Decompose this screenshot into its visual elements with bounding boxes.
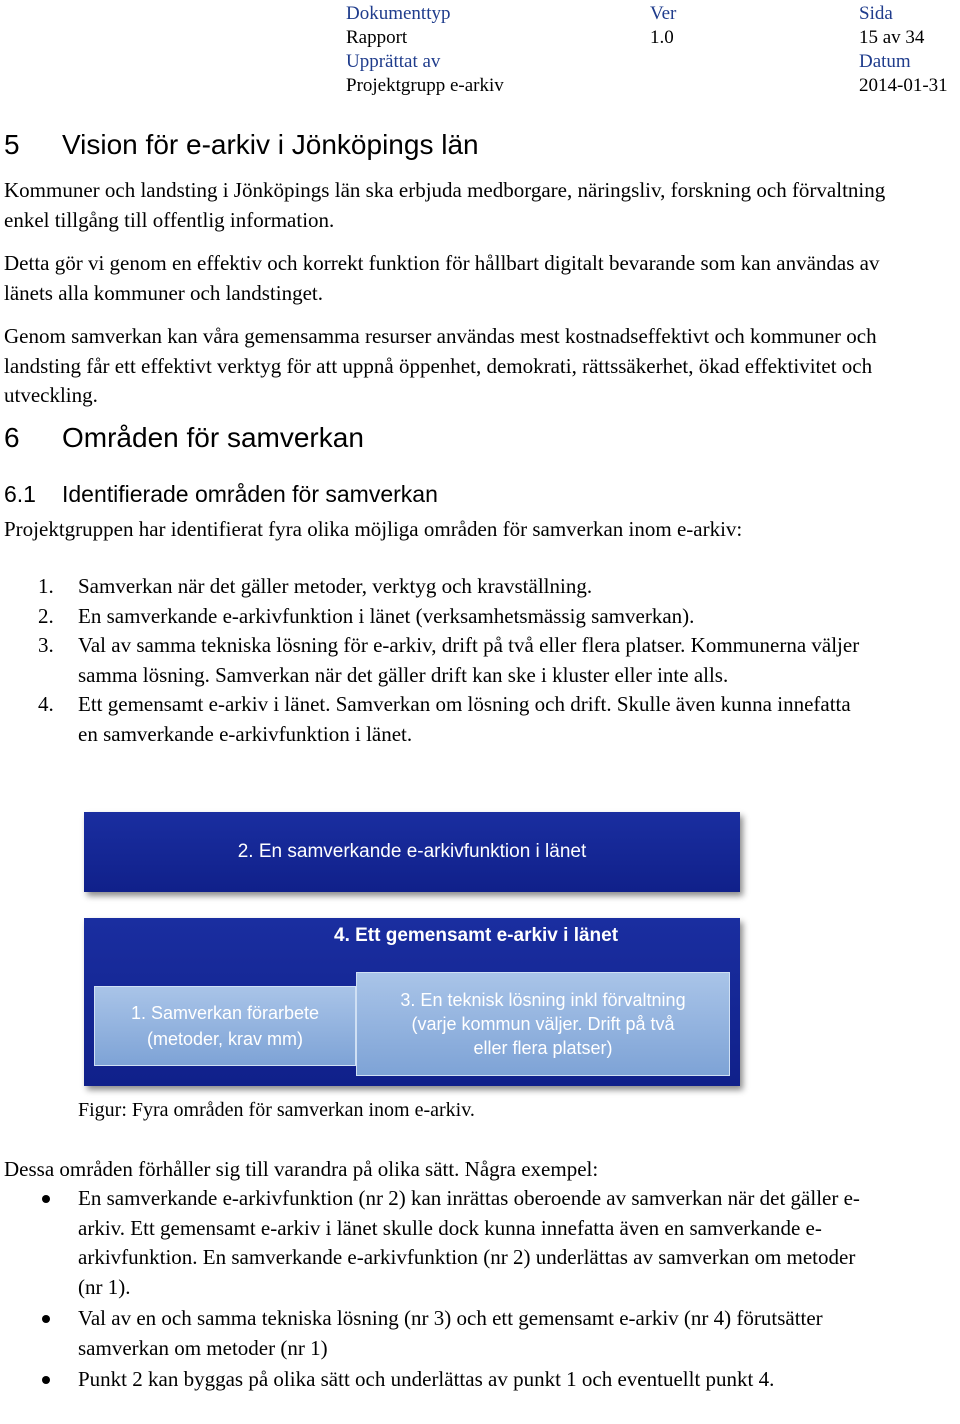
bullet-text: Val av en och samma tekniska lösning (nr 3) och ett gemensamt e-arkiv (nr 4) förutsätter samverkan om metoder (nr 1) — [78, 1306, 823, 1360]
figure-box-4-label: 4. Ett gemensamt e-arkiv i länet — [334, 925, 619, 946]
paragraph: Kommuner och landsting i Jönköpings län ska erbjuda medborgare, näringsliv, forskning och förvaltning enkel tillgång till offentlig information. — [4, 178, 886, 232]
list-item — [4, 690, 909, 749]
subsection-number: 6.1 — [4, 481, 36, 507]
version-label: Ver — [650, 3, 677, 24]
bullet-item — [4, 1365, 909, 1395]
subsection-title: Identifierade områden för samverkan — [62, 481, 438, 507]
date-label: Datum — [859, 51, 911, 72]
page-label: Sida — [859, 3, 893, 24]
bullet-icon — [42, 1195, 50, 1203]
bullet-icon — [42, 1315, 50, 1323]
section-6-heading — [4, 421, 364, 455]
list-text: Samverkan när det gäller metoder, verktyg och kravställning. — [78, 574, 593, 598]
list-text: En samverkande e-arkivfunktion i länet (verksamhetsmässig samverkan). — [78, 603, 695, 628]
doctype-label: Dokumenttyp — [346, 3, 451, 24]
author-label: Upprättat av — [346, 51, 441, 72]
page-value: 15 av 34 — [859, 27, 925, 48]
section-number: 6 — [4, 422, 20, 453]
section-title: Vision för e-arkiv i Jönköpings län — [62, 129, 479, 160]
section-title: Områden för samverkan — [62, 422, 364, 453]
figure-box-2-label: 2. En samverkande e-arkivfunktion i länet — [237, 841, 587, 862]
bullet-text: En samverkande e-arkivfunktion (nr 2) kan inrättas oberoende av samverkan när det gäller e-arkiv. Ett gemensamt e-arkiv i länet skulle dock kunna innefatta även en samverkande e-arkivfunktion. En samverkande e-arkivfunktion (nr 2) underlättas av samverkan om metoder (nr 1). — [78, 1186, 860, 1299]
figure-caption: Figur: Fyra områden för samverkan inom e-arkiv. — [78, 1099, 475, 1121]
bullet-list — [4, 1184, 909, 1397]
figure-box-3 — [356, 972, 730, 1076]
list-item — [4, 572, 909, 602]
list-text: Ett gemensamt e-arkiv i länet. Samverkan om lösning och drift. Skulle även kunna innefatta en samverkande e-arkivfunktion i länet. — [78, 692, 851, 746]
bullet-item — [4, 1304, 909, 1363]
figure-box-1-line: 1. Samverkan förarbete — [130, 1003, 320, 1023]
figure-box-3-line: eller flera platser) — [473, 1038, 613, 1058]
list-number: 2. — [38, 603, 54, 628]
paragraph: Dessa områden förhåller sig till varandra på olika sätt. Några exempel: — [4, 1157, 599, 1181]
subsection-6-1-heading — [4, 480, 438, 508]
bullet-icon — [42, 1376, 50, 1384]
figure-box-2 — [84, 812, 740, 892]
paragraph: Genom samverkan kan våra gemensamma resurser användas mest kostnadseffektivt och kommuner och landsting får ett effektivt verktyg för att uppnå öppenhet, demokrati, rättssäkerhet, ökad effektivitet och utveckling. — [4, 324, 877, 407]
date-value: 2014-01-31 — [859, 75, 948, 96]
list-text: Val av samma tekniska lösning för e-arkiv, drift på två eller flera platser. Kommunerna väljer samma lösning. Samverkan när det gäller drift kan ske i kluster eller inte alls. — [78, 633, 860, 687]
section-5-heading — [4, 128, 479, 162]
bullet-text: Punkt 2 kan byggas på olika sätt och underlättas av punkt 1 och eventuellt punkt 4. — [78, 1367, 775, 1391]
figure-box-3-line: (varje kommun väljer. Drift på två — [411, 1014, 675, 1034]
list-number: 3. — [38, 633, 54, 657]
figure-box-1 — [94, 986, 356, 1066]
doctype-value: Rapport — [346, 27, 408, 48]
figure-box-4 — [84, 918, 740, 1086]
paragraph: Projektgruppen har identifierat fyra olika möjliga områden för samverkan inom e-arkiv: — [4, 517, 743, 541]
list-number: 4. — [38, 692, 54, 716]
list-number: 1. — [38, 574, 54, 598]
bullet-item — [4, 1184, 909, 1302]
author-value: Projektgrupp e-arkiv — [346, 75, 504, 96]
paragraph: Detta gör vi genom en effektiv och korrekt funktion för hållbart digitalt bevarande som kan användas av länets alla kommuner och landstinget. — [4, 251, 880, 305]
list-item — [4, 602, 909, 632]
numbered-list — [4, 572, 909, 749]
figure-box-3-line: 3. En teknisk lösning inkl förvaltning — [400, 990, 686, 1010]
section-number: 5 — [4, 129, 20, 160]
version-value: 1.0 — [650, 27, 674, 48]
figure-box-1-line: (metoder, krav mm) — [146, 1029, 303, 1049]
list-item — [4, 631, 909, 690]
